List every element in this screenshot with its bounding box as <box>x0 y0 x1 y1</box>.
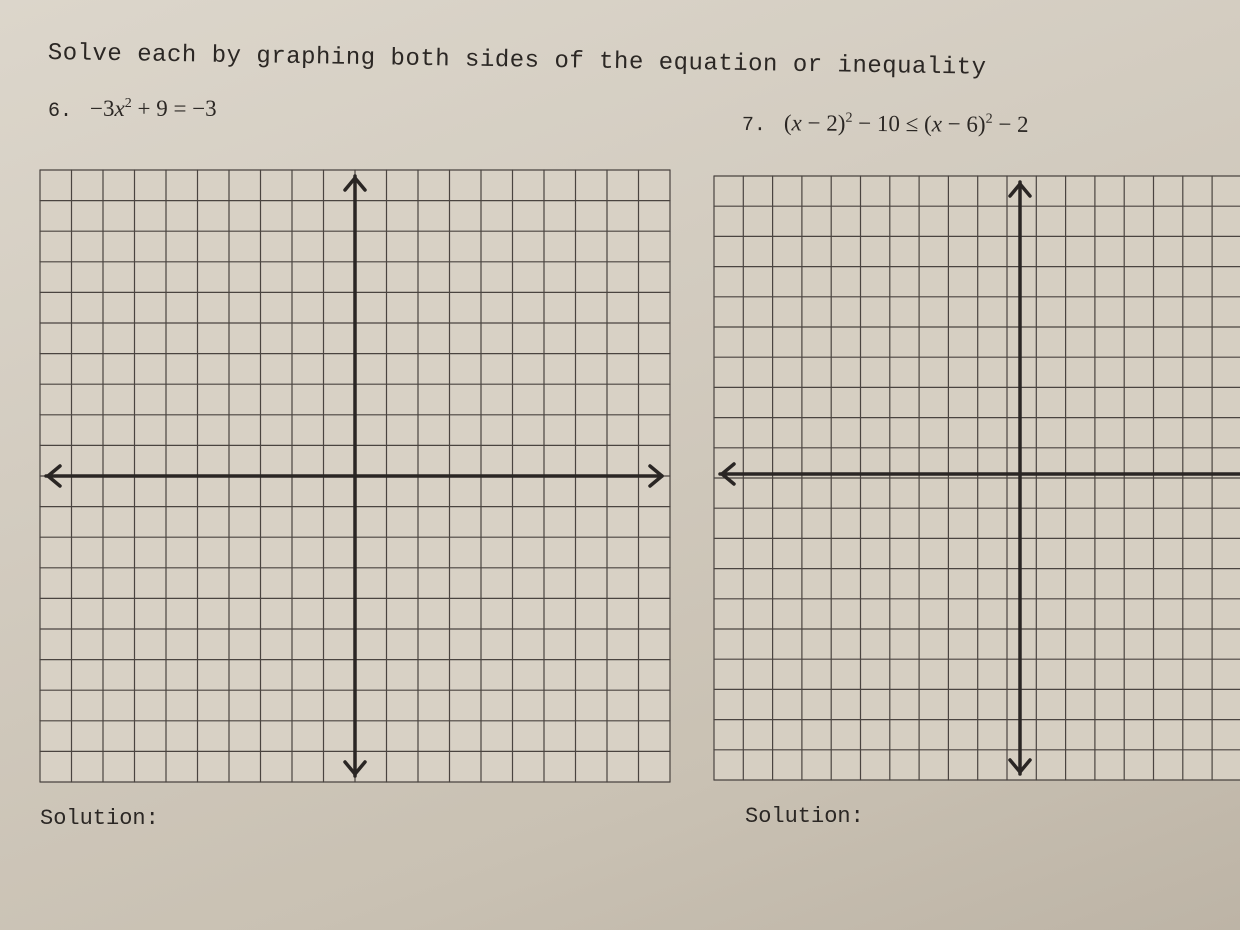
graph-grid-problem-7[interactable] <box>714 176 1240 782</box>
problem-7-inequality: $(x - 2)^2 - 10 \le (x - 6)^2 - 2$ <box>783 110 1029 138</box>
problem-6-number: 6. <box>48 100 73 123</box>
problem-7-number: 7. <box>741 113 766 138</box>
problem-7 <box>742 110 1029 139</box>
grid-lines <box>714 176 1240 780</box>
instructions-text: Solve each by graphing both sides of the equation or inequality <box>47 40 987 82</box>
solution-label-problem-6: Solution: <box>40 806 159 831</box>
graph-grid-problem-6[interactable] <box>40 170 672 784</box>
solution-label-problem-7: Solution: <box>745 804 864 829</box>
problem-6-equation: $-3x^2 + 9 = -3$ <box>90 96 217 121</box>
problem-6 <box>48 96 217 123</box>
